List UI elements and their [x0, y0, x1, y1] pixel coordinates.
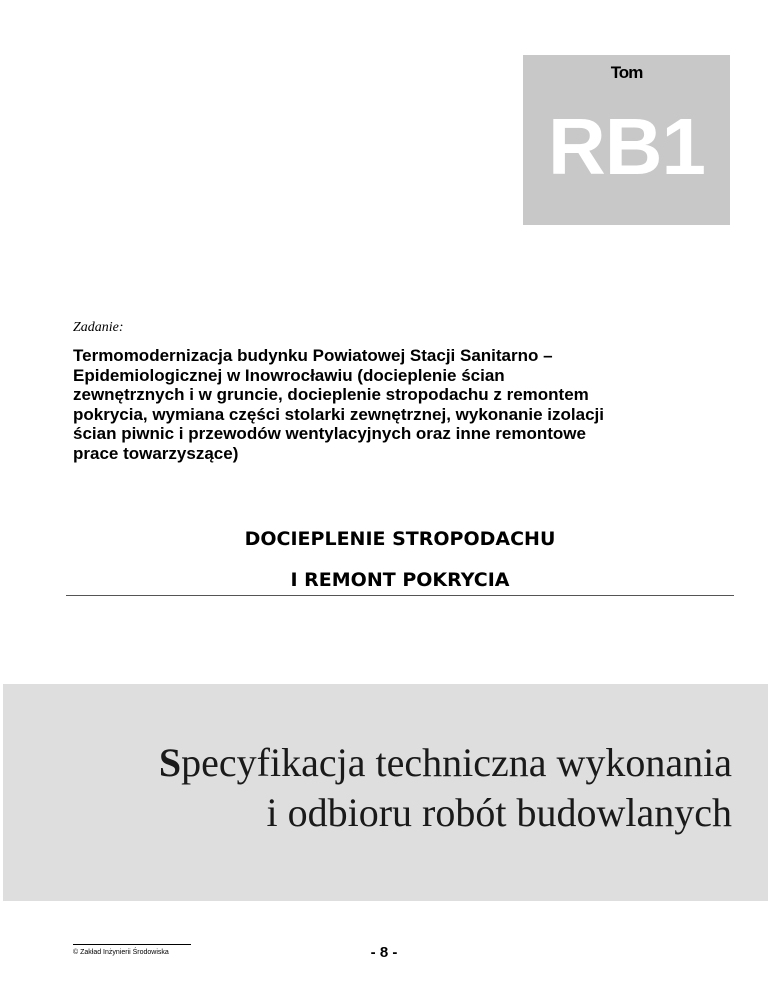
task-line: Epidemiologicznej w Inowrocławiu (docieplenie ścian — [73, 365, 505, 385]
specification-initial: S — [158, 740, 182, 785]
task-line: ścian piwnic i przewodów wentylacyjnych oraz inne remontowe — [73, 424, 586, 443]
section-title-line1: DOCIEPLENIE STROPODACHU — [244, 528, 556, 550]
volume-code: RB1 — [547, 102, 706, 191]
task-label: Zadanie: — [73, 320, 124, 335]
footer-copyright: © Zakład Inżynierii Środowiska — [73, 949, 169, 956]
page-number: - 8 - — [370, 944, 398, 961]
task-line: Termomodernizacja budynku Powiatowej Stacji Sanitarno – — [73, 346, 553, 365]
specification-banner — [3, 684, 768, 901]
volume-box — [523, 55, 730, 225]
task-line: prace towarzyszące) — [73, 443, 239, 463]
volume-label: Tom — [610, 63, 643, 82]
task-line: pokrycia, wymiana części stolarki zewnętrznej, wykonanie izolacji — [73, 404, 604, 424]
section-title — [66, 523, 734, 596]
specification-title-line2: i odbioru robót budowlanych — [266, 790, 732, 835]
task-description — [73, 346, 733, 463]
section-title-line2: I REMONT POKRYCIA — [290, 569, 510, 591]
specification-title — [159, 738, 732, 838]
specification-title-line1 — [159, 738, 732, 788]
task-line: zewnętrznych i w gruncie, docieplenie stropodachu z remontem — [73, 385, 589, 404]
specification-title-line1-rest: pecyfikacja techniczna wykonania — [181, 740, 732, 785]
